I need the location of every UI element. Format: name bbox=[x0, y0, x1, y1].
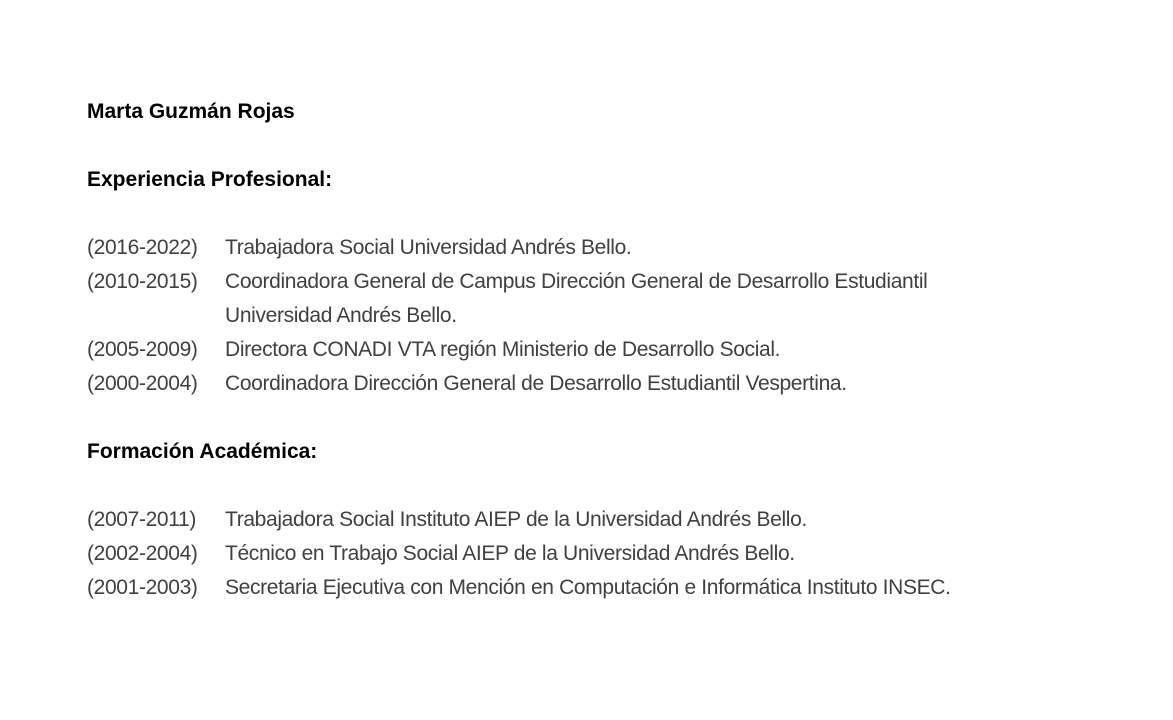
spacer bbox=[87, 401, 1147, 435]
experience-description: Trabajadora Social Universidad Andrés Bello. bbox=[225, 236, 632, 259]
education-period: (2001-2003) bbox=[87, 576, 198, 599]
experience-period: (2000-2004) bbox=[87, 372, 198, 395]
education-item bbox=[87, 537, 1147, 571]
education-description: Trabajadora Social Instituto AIEP de la Universidad Andrés Bello. bbox=[225, 508, 807, 531]
experience-period: (2010-2015) bbox=[87, 270, 198, 293]
experience-item bbox=[87, 367, 1147, 401]
education-item bbox=[87, 571, 1147, 605]
experience-item bbox=[87, 333, 1147, 367]
education-description: Secretaria Ejecutiva con Mención en Computación e Informática Instituto INSEC. bbox=[225, 576, 951, 599]
education-item bbox=[87, 503, 1147, 537]
spacer bbox=[87, 197, 1147, 231]
experience-description: Coordinadora Dirección General de Desarrollo Estudiantil Vespertina. bbox=[225, 372, 847, 395]
education-period: (2007-2011) bbox=[87, 508, 197, 531]
experience-item bbox=[87, 231, 1147, 265]
experience-period: (2005-2009) bbox=[87, 338, 198, 361]
experience-period: (2016-2022) bbox=[87, 236, 198, 259]
education-period: (2002-2004) bbox=[87, 542, 198, 565]
experience-description: Directora CONADI VTA región Ministerio de Desarrollo Social. bbox=[225, 338, 781, 361]
resume-slide bbox=[87, 95, 1147, 605]
experience-item bbox=[87, 265, 1147, 333]
experience-heading: Experiencia Profesional: bbox=[87, 168, 333, 191]
spacer bbox=[87, 469, 1147, 503]
person-name: Marta Guzmán Rojas bbox=[87, 100, 295, 123]
education-description: Técnico en Trabajo Social AIEP de la Universidad Andrés Bello. bbox=[225, 542, 795, 565]
education-heading: Formación Académica: bbox=[87, 440, 318, 463]
experience-description: Coordinadora General de Campus Dirección General de Desarrollo Estudiantil Universidad Andrés Bello. bbox=[225, 270, 928, 327]
spacer bbox=[87, 129, 1147, 163]
